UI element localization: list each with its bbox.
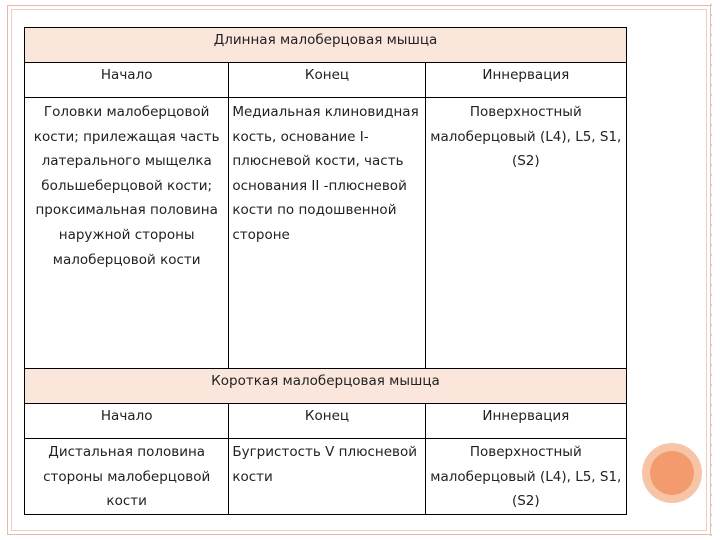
header-origin: Начало xyxy=(25,63,229,98)
header-row xyxy=(25,404,627,439)
section-title-row xyxy=(25,369,627,404)
innervation-cell: Поверхностный малоберцовый (L4), L5, S1, (S2) xyxy=(425,439,626,515)
insertion-cell: Бугристость V плюсневой кости xyxy=(229,439,425,515)
header-row xyxy=(25,63,627,98)
header-origin: Начало xyxy=(25,404,229,439)
muscle-table xyxy=(24,27,627,515)
header-innervation: Иннервация xyxy=(425,63,626,98)
insertion-cell: Медиальная клиновидная кость, основание I-плюсневой кости, часть основания II -плюсневой кости по подошвенной стороне xyxy=(229,98,425,369)
table-row xyxy=(25,439,627,515)
dotted-border-decoration xyxy=(706,0,716,540)
section-title-short-peroneus: Короткая малоберцовая мышца xyxy=(25,369,627,404)
header-insertion: Конец xyxy=(229,63,425,98)
innervation-cell: Поверхностный малоберцовый (L4), L5, S1, (S2) xyxy=(425,98,626,369)
header-innervation: Иннервация xyxy=(425,404,626,439)
origin-cell: Дистальная половина стороны малоберцовой кости xyxy=(25,439,229,515)
origin-cell: Головки малоберцовой кости; прилежащая часть латерального мыщелка большеберцовой кости; проксимальная половина наружной стороны малоберцовой кости xyxy=(25,98,229,369)
decorative-circle-icon xyxy=(642,443,702,503)
header-insertion: Конец xyxy=(229,404,425,439)
section-title-long-peroneus: Длинная малоберцовая мышца xyxy=(25,28,627,63)
table-row xyxy=(25,98,627,369)
section-title-row xyxy=(25,28,627,63)
